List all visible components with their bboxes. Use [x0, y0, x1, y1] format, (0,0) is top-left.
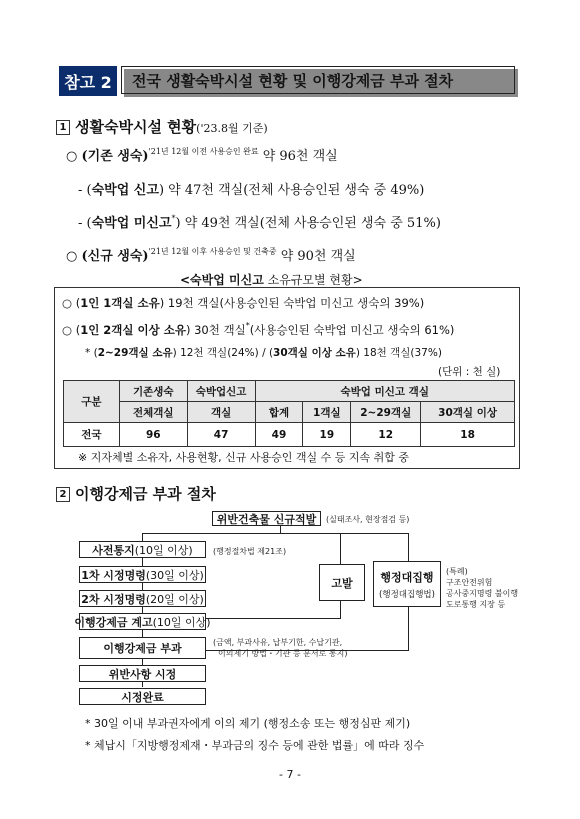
new-line — [66, 245, 356, 264]
prefix: - ( — [78, 216, 92, 231]
section-title: 이행강제금 부과 절차 — [75, 485, 216, 503]
text: ) 18천 객실(37%) — [355, 347, 442, 359]
flow-imposition: 이행강제금 부과 — [79, 637, 206, 659]
existing-sup: '21년 12월 이전 사용승인 완료 — [148, 147, 259, 156]
collection-note: ※ 지자체별 소유자, 사용현황, 신규 사용승인 객실 수 등 지속 취합 중 — [78, 451, 409, 464]
table-row — [64, 423, 515, 447]
step-period: (20일 이상) — [145, 592, 204, 606]
flow-prior-notice-note: (행정절차법 제21조) — [213, 547, 287, 556]
flow-completion: 시정완료 — [79, 688, 206, 705]
ownership-table — [63, 380, 515, 447]
cell-total: 49 — [255, 423, 303, 447]
section-title: 생활숙박시설 현황 — [75, 118, 197, 136]
exec-label: 행정대집행 — [380, 570, 434, 584]
cell-mid: 12 — [351, 423, 421, 447]
flow-accusation: 고발 — [319, 564, 365, 601]
step-label: 2차 시정명령 — [81, 592, 146, 606]
exec-note — [446, 566, 518, 610]
existing-text: 약 96천 객실 — [262, 149, 338, 164]
connector — [340, 600, 341, 619]
header-mid: 2~29객실 — [351, 402, 421, 423]
unregistered-text: 약 49천 객실(전체 사용승인된 생숙 중 51%) — [184, 216, 441, 231]
new-label: (신규 생숙) — [81, 249, 149, 264]
flow-warning — [74, 613, 211, 630]
cell-existing: 96 — [119, 423, 187, 447]
existing-label: (기존 생숙) — [81, 149, 149, 164]
unregistered-label: 숙박업 미신고 — [91, 216, 172, 231]
prefix: - ( — [78, 183, 92, 198]
cell-name: 전국 — [64, 423, 120, 447]
header-registered-sub: 객실 — [187, 402, 255, 423]
text: ○ ( — [62, 323, 81, 337]
subtitle-rest: 소유규모별 현황> — [263, 273, 363, 287]
flow-detect: 위반건축물 신규적발 — [212, 511, 321, 526]
header-existing: 기존생숙 — [119, 381, 187, 402]
footnote-1: * 30일 이내 부과권자에게 이의 제기 (행정소송 또는 행정심판 제기) — [85, 717, 411, 730]
one-room-label: 1인 1객실 소유 — [80, 296, 160, 310]
connector — [340, 533, 341, 564]
step-label: 사전통지 — [92, 543, 135, 557]
star: * — [171, 214, 176, 223]
page-title: 전국 생활숙박시설 현황 및 이행강제금 부과 절차 — [121, 66, 515, 94]
section-note: ('23.8월 기준) — [196, 122, 268, 135]
footnote-2: * 체납시「지방행정제재・부과금의 징수 등에 관한 법률」에 따라 징수 — [85, 739, 425, 752]
step-label: 1차 시정명령 — [81, 568, 146, 582]
text: ) 30천 객실 — [185, 323, 246, 337]
text: ) 19천 객실(사용승인된 숙박업 미신고 생숙의 39%) — [159, 296, 425, 310]
exec-note-2: 구조안전위험 — [446, 578, 493, 587]
section-number: 2 — [56, 487, 70, 502]
flow-prior-notice — [79, 541, 206, 558]
step-period: (10일 이상) — [152, 615, 211, 629]
flow-administrative-execution — [373, 561, 441, 607]
connector — [142, 533, 143, 541]
connector — [206, 618, 341, 619]
big-label: 30객실 이상 소유 — [273, 347, 356, 359]
section-2-heading — [56, 483, 216, 504]
star: * — [245, 321, 250, 330]
connector — [408, 607, 409, 651]
subtitle-bold: <숙박업 미신고 — [180, 273, 264, 287]
header-unregistered: 숙박업 미신고 객실 — [255, 381, 514, 402]
reference-tag: 참고 2 — [59, 66, 117, 96]
new-sup: '21년 12월 이후 사용승인 및 건축중 — [148, 247, 277, 256]
flow-second-order — [79, 590, 206, 607]
header-existing-sub: 전체객실 — [119, 402, 187, 423]
suffix: ) — [158, 183, 165, 198]
flow-imposition-note-2: 이의제기 방법・기관 등 문서로 통지) — [218, 649, 348, 658]
connector — [142, 533, 408, 534]
exec-note-1: (특례) — [446, 567, 468, 576]
cell-big: 18 — [421, 423, 515, 447]
text: * ( — [85, 347, 98, 359]
exec-note-4: 도로통행 지장 등 — [446, 600, 506, 609]
unit-label: (단위 : 천 실) — [438, 366, 501, 378]
flow-first-order — [79, 566, 206, 583]
section-1-heading — [56, 116, 268, 137]
header-big: 30객실 이상 — [421, 402, 515, 423]
multi-room-label: 1인 2객실 이상 소유 — [80, 323, 186, 337]
mid-label: 2~29객실 소유 — [97, 347, 173, 359]
table-subtitle — [180, 271, 363, 288]
bullet: ○ — [66, 149, 78, 164]
registered-line — [78, 179, 424, 198]
header-one: 1객실 — [303, 402, 351, 423]
registered-text: 약 47천 객실(전체 사용승인된 생숙 중 49%) — [168, 183, 425, 198]
page-number: - 7 - — [279, 768, 301, 781]
ownership-line-1 — [62, 295, 424, 311]
connector — [408, 533, 409, 561]
ownership-line-2 — [62, 321, 454, 338]
bullet: ○ — [66, 249, 78, 264]
step-period: (30일 이상) — [145, 568, 204, 582]
section-number: 1 — [56, 120, 70, 135]
text: ○ ( — [62, 296, 81, 310]
flow-imposition-note-1: (금액, 부과사유, 납부기한, 수납기관, — [213, 638, 343, 647]
header-category: 구분 — [64, 381, 120, 423]
header-total: 합계 — [255, 402, 303, 423]
step-label: 이행강제금 계고 — [74, 615, 153, 629]
exec-sub: (행정대집행법) — [379, 589, 435, 600]
flow-detect-note: (실태조사, 현장점검 등) — [326, 515, 410, 524]
exec-note-3: 공사중지명령 불이행 — [446, 589, 519, 598]
new-text: 약 90천 객실 — [280, 249, 356, 264]
step-period: (10일 이상) — [134, 543, 193, 557]
suffix: ) — [175, 216, 181, 231]
text: ) 12천 객실(24%) / ( — [172, 347, 274, 359]
text: (사용승인된 숙박업 미신고 생숙의 61%) — [249, 323, 455, 337]
existing-line — [66, 145, 338, 164]
registered-label: 숙박업 신고 — [91, 183, 159, 198]
ownership-line-3 — [85, 345, 442, 360]
cell-one: 19 — [303, 423, 351, 447]
flow-violation-fix: 위반사항 시정 — [79, 665, 206, 682]
cell-registered: 47 — [187, 423, 255, 447]
unregistered-line — [78, 212, 441, 231]
header-registered: 숙박업신고 — [187, 381, 255, 402]
